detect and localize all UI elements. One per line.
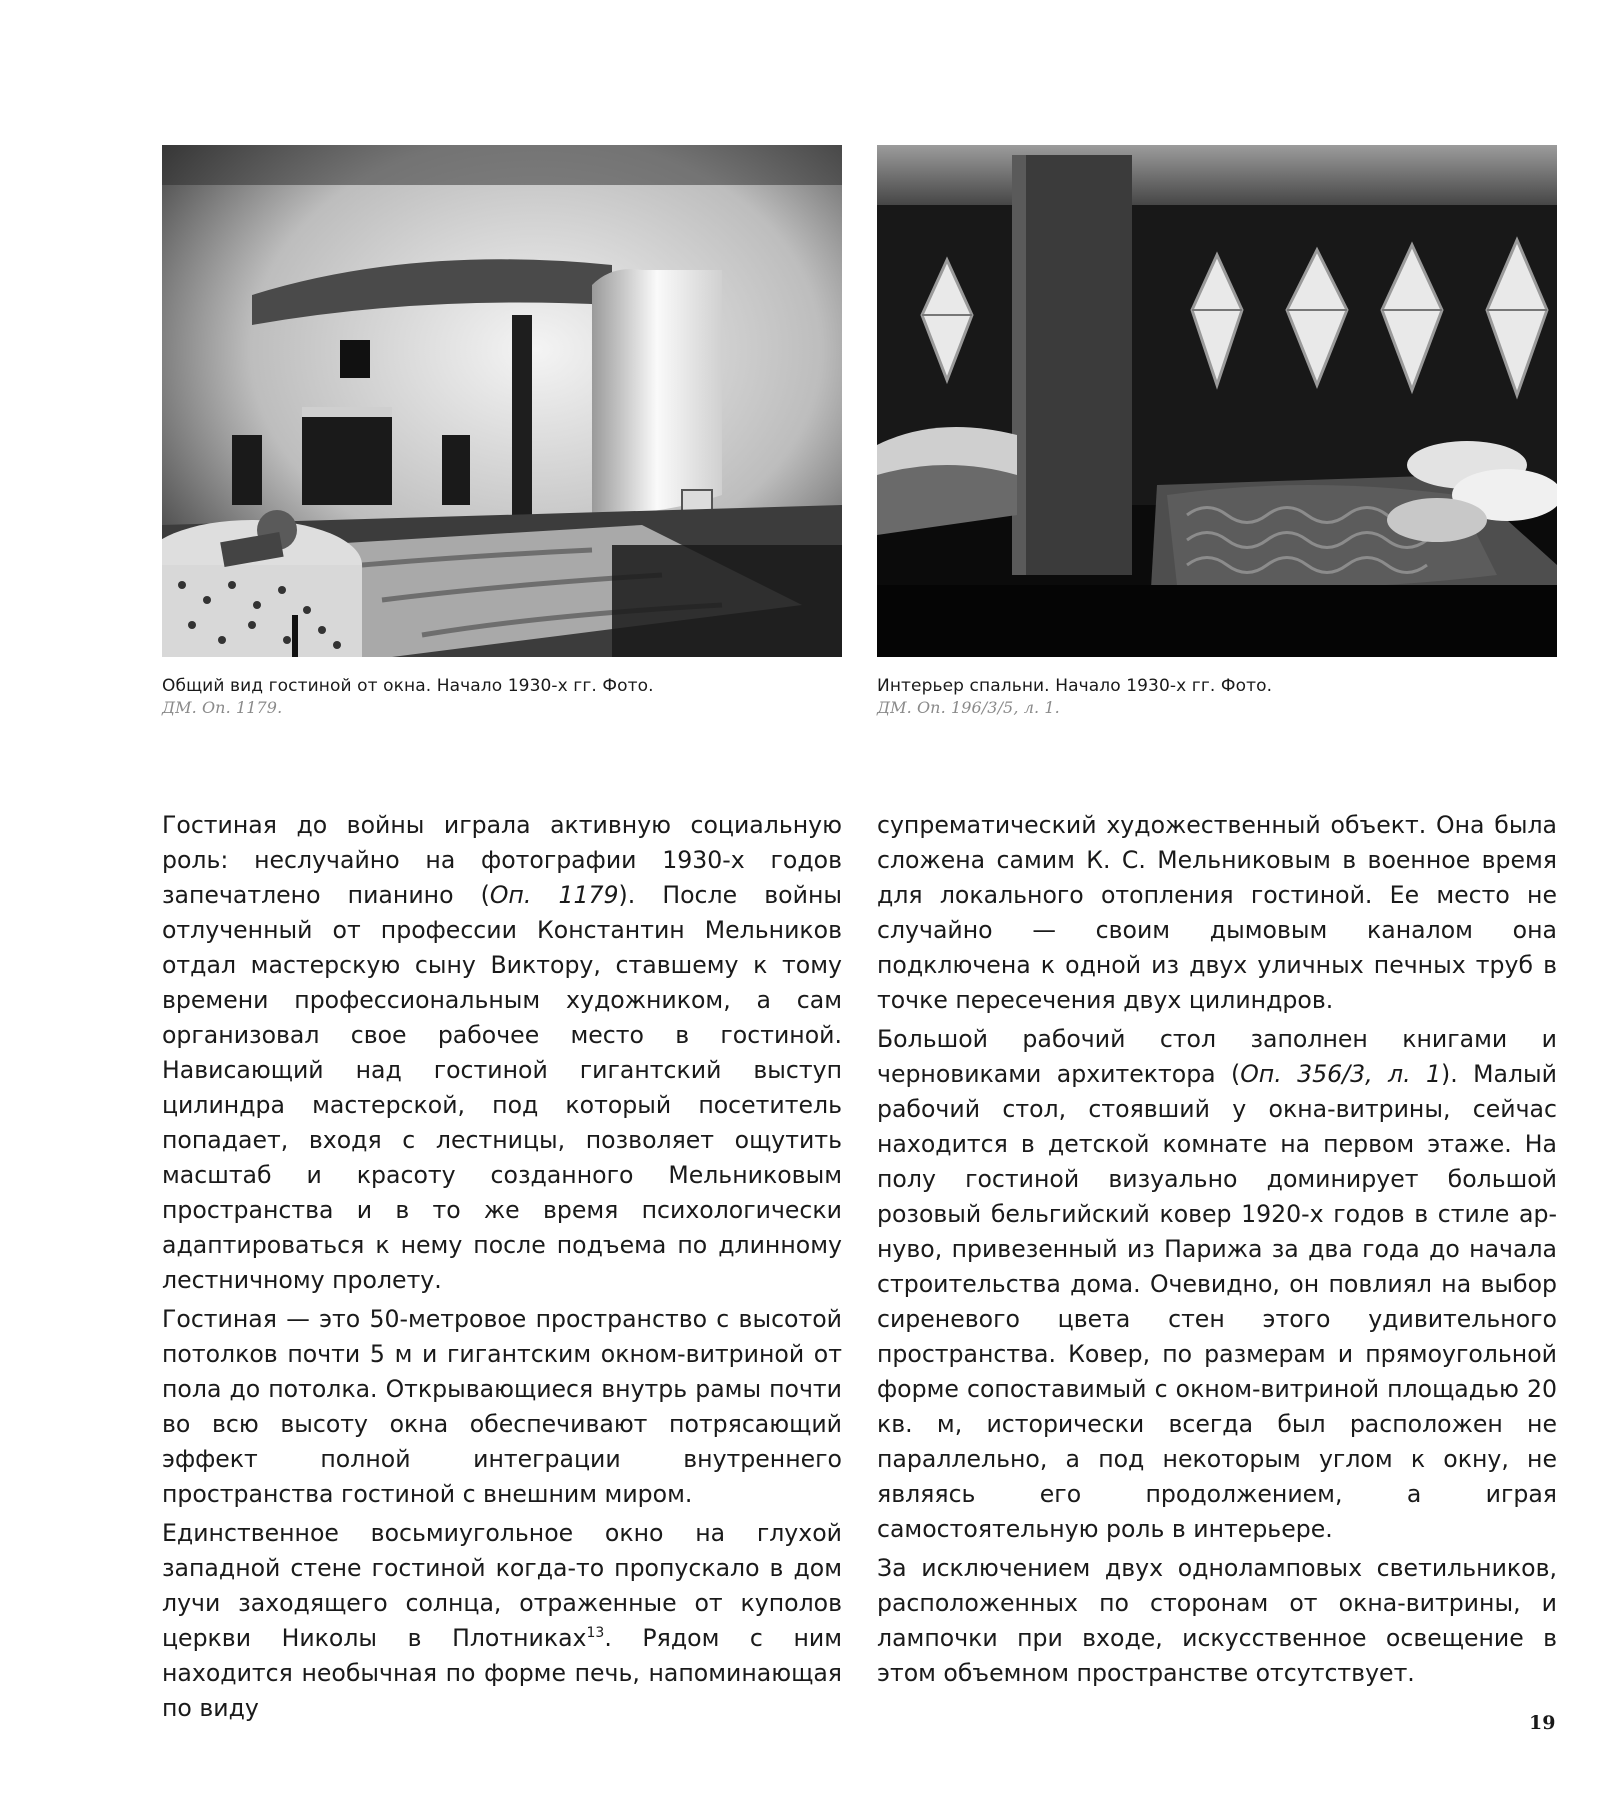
bedroom-caption-credit: ДМ. Оп. 196/3/5, л. 1. xyxy=(877,698,1060,717)
footnote-marker: 13 xyxy=(586,1625,605,1642)
living-room-photo-image xyxy=(162,145,842,657)
page-number: 19 xyxy=(1529,1712,1556,1734)
paragraph-text: Гостиная до войны играла активную социальную роль: неслучайно на фотографии 1930-х годов запечатлено пианино ( xyxy=(162,811,842,909)
living-room-caption-credit: ДМ. Оп. 1179. xyxy=(162,698,283,717)
paragraph-text: ). Малый рабочий стол, стоявший у окна-витрины, сейчас находится в детской комнате на первом этаже. На полу гостиной визуально доминирует большой розовый бельгийский ковер 1920-х годов в стиле ар-нуво, привезенный из Парижа за два года до начала строительства дома. Очевидно, он повлиял на выбор сиреневого цвета стен этого удивительного пространства. Ковер, по размерам и прямоугольной форме сопоставимый с окном-витриной площадью 20 кв. м, исторически всегда был расположен не параллельно, а под некоторым углом к окну, не являясь его продолжением, а играя самостоятельную роль в интерьере. xyxy=(877,1060,1557,1543)
left-text-column xyxy=(162,808,842,1726)
paragraph-text: Единственное восьмиугольное окно на глухой западной стене гостиной когда-то пропускало в дом лучи заходящего солнца, отраженные от куполов церкви Николы в Плотниках xyxy=(162,1519,842,1652)
paragraph-lighting: За исключением двух одноламповых светильников, расположенных по сторонам от окна-витрины, и лампочки при входе, искусственное освещение в этом объемном пространстве отсутствует. xyxy=(877,1554,1557,1687)
paragraph-stove: супрематический художественный объект. Она была сложена самим К. С. Мельниковым в военное время для локального отопления гостиной. Ее место не случайно — своим дымовым каналом она подключена к одной из двух уличных печных труб в точке пересечения двух цилиндров. xyxy=(877,811,1557,1014)
archive-reference: Оп. 1179 xyxy=(489,881,619,909)
paragraph-text: . Рядом с ним находится необычная по форме печь, напоминающая по виду xyxy=(162,1624,842,1722)
bedroom-photo xyxy=(877,145,1557,657)
archive-reference: Оп. 356/3, л. 1 xyxy=(1240,1060,1442,1088)
paragraph-living-room-history xyxy=(162,808,842,1298)
bedroom-caption xyxy=(877,675,1557,719)
paragraph-text: ). После войны отлученный от профессии Константин Мельников отдал мастерскую сыну Виктору, ставшему к тому времени профессиональным художником, а сам организовал свое рабочее место в гостиной. Нависающий над гостиной гигантский выступ цилиндра мастерской, под который посетитель попадает, входя с лестницы, позволяет ощутить масштаб и красоту созданного Мельниковым пространства и в то же время психологически адаптироваться к нему после подъема по длинному лестничному пролету. xyxy=(162,881,842,1294)
bedroom-caption-text: Интерьер спальни. Начало 1930-х гг. Фото. xyxy=(877,676,1273,696)
living-room-photo xyxy=(162,145,842,657)
paragraph-living-room-space: Гостиная — это 50-метровое пространство с высотой потолков почти 5 м и гигантским окном-витриной от пола до потолка. Открывающиеся внутрь рамы почти во всю высоту окна обеспечивают потрясающий эффект полной интеграции внутреннего пространства гостиной с внешним миром. xyxy=(162,1305,842,1508)
living-room-caption xyxy=(162,675,842,719)
living-room-caption-text: Общий вид гостиной от окна. Начало 1930-х гг. Фото. xyxy=(162,676,654,696)
paragraph-text: Большой рабочий стол заполнен книгами и черновиками архитектора ( xyxy=(877,1025,1557,1088)
right-text-column xyxy=(877,808,1557,1691)
bedroom-photo-image xyxy=(877,145,1557,657)
paragraph-desk-and-carpet xyxy=(877,1022,1557,1547)
paragraph-octagonal-window xyxy=(162,1516,842,1726)
